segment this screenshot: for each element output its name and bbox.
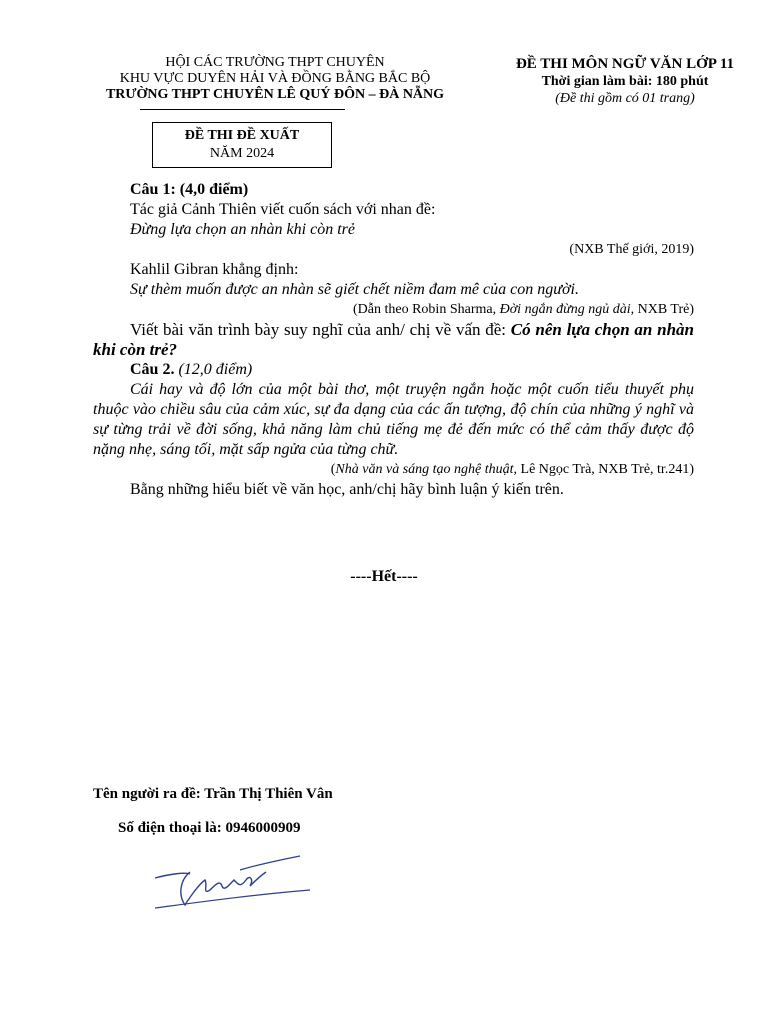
pages-note: (Đề thi gồm có 01 trang) <box>555 91 695 106</box>
q2-source-prefix: ( <box>330 462 336 477</box>
author-line: Tên người ra đề: Trần Thị Thiên Vân <box>93 786 333 802</box>
q2-source-suffix: , Lê Ngọc Trà, NXB Trẻ, tr.241) <box>513 462 694 477</box>
q2-source-book: Nhà văn và sáng tạo nghệ thuật <box>335 462 514 477</box>
question-1-intro: Tác giả Cảnh Thiên viết cuốn sách với nhan đề: <box>130 201 436 218</box>
gibran-intro: Kahlil Gibran khẳng định: <box>130 261 299 278</box>
quote-source-suffix: , NXB Trẻ) <box>630 302 694 317</box>
exam-title: ĐỀ THI MÔN NGỮ VĂN LỚP 11 <box>515 56 735 72</box>
quote-source <box>93 300 694 320</box>
org-line-1: HỘI CÁC TRƯỜNG THPT CHUYÊN <box>165 55 385 70</box>
question-2-label: Câu 2. <box>130 361 175 378</box>
signature-image <box>150 850 315 915</box>
exam-duration: Thời gian làm bài: 180 phút <box>541 74 709 89</box>
phone-line: Số điện thoại là: 0946000909 <box>118 820 301 836</box>
proposal-title: ĐỀ THI ĐỀ XUẤT <box>184 128 300 143</box>
question-1-task <box>93 320 694 360</box>
question-2-task: Bằng những hiểu biết về văn học, anh/chị hãy bình luận ý kiến trên. <box>130 481 564 498</box>
header-underline <box>140 109 345 110</box>
question-2-source <box>93 460 694 480</box>
book-source: (NXB Thế giới, 2019) <box>569 242 694 257</box>
organization-header <box>80 55 470 103</box>
question-2-quote: Cái hay và độ lớn của một bài thơ, một truyện ngắn hoặc một cuốn tiểu thuyết phụ thuộc vào chiều sâu của cảm xúc, sự đa dạng của các ấn tượng, độ chín của những ý nghĩ và sự từng trải về đời sống, khả năng làm chủ tiếng mẹ đẻ đến mức có thể cảm thấy được độ nặng nhẹ, sáng tối, mặt sấp ngửa của từng chữ. <box>93 381 694 458</box>
school-name: TRƯỜNG THPT CHUYÊN LÊ QUÝ ĐÔN – ĐÀ NẴNG <box>105 87 445 102</box>
exam-content <box>93 180 694 500</box>
proposal-box <box>152 122 332 168</box>
org-line-2: KHU VỰC DUYÊN HẢI VÀ ĐỒNG BẰNG BẮC BỘ <box>119 71 431 86</box>
question-2-points: (12,0 điểm) <box>178 361 253 378</box>
book-title: Đừng lựa chọn an nhàn khi còn trẻ <box>130 221 355 238</box>
exam-header <box>495 55 755 107</box>
end-mark: ----Hết---- <box>350 568 418 585</box>
quote-source-book: Đời ngắn đừng ngủ dài <box>499 302 631 317</box>
question-1-heading: Câu 1: (4,0 điểm) <box>130 181 249 198</box>
question-2-heading <box>93 360 694 380</box>
quote-source-prefix: (Dẫn theo Robin Sharma, <box>353 302 500 317</box>
proposal-year: NĂM 2024 <box>209 146 275 161</box>
gibran-quote: Sự thèm muốn được an nhàn sẽ giết chết niềm đam mê của con người. <box>130 281 579 298</box>
task-text: Viết bài văn trình bày suy nghĩ của anh/ chị về vấn đề: <box>130 320 511 339</box>
task-emphasis: Có nên lựa chọn an nhàn khi còn trẻ? <box>93 320 694 359</box>
